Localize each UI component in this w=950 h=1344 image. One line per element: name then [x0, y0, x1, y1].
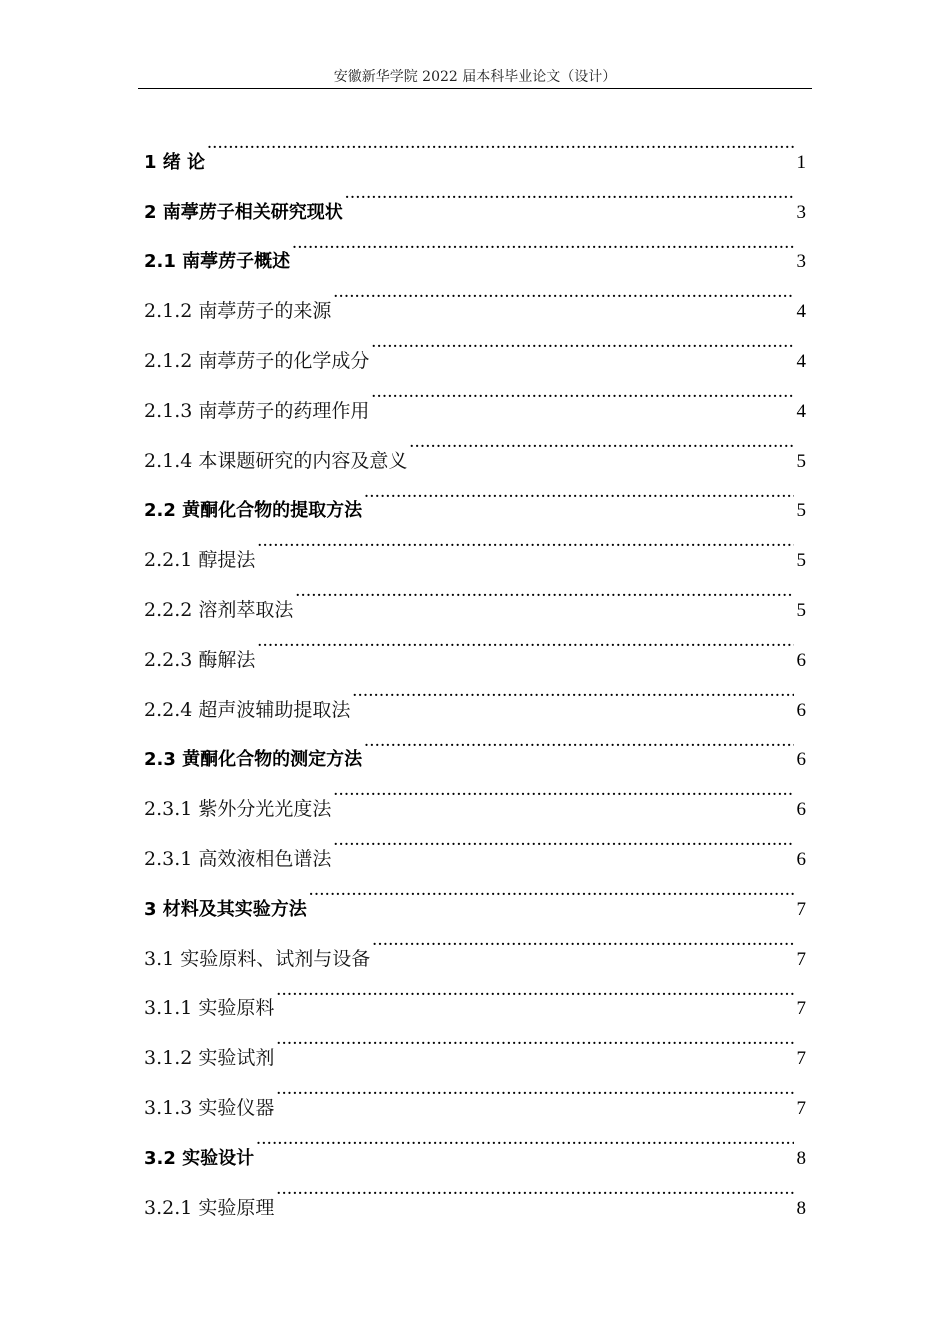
toc-dot-leader	[295, 566, 794, 616]
toc-dot-leader	[372, 915, 794, 965]
toc-entry-title: 2.3.1 紫外分光光度法	[144, 798, 332, 821]
toc-entry-title: 2.2.4 超声波辅助提取法	[144, 698, 351, 721]
toc-dot-leader	[207, 118, 794, 168]
toc-entry-page-number: 6	[796, 848, 806, 870]
toc-entry-title: 2.3.1 高效液相色谱法	[144, 847, 332, 870]
toc-dot-leader	[256, 1114, 794, 1164]
toc-entry-page-number: 7	[796, 1097, 806, 1119]
toc-entry-title: 3.1.2 实验试剂	[144, 1047, 275, 1070]
toc-entry-title: 2.1 南葶苈子概述	[144, 251, 291, 273]
toc-dot-leader	[276, 1164, 794, 1214]
toc-dot-leader	[276, 965, 794, 1015]
toc-entry-page-number: 3	[796, 201, 806, 223]
toc-entry-page-number: 8	[796, 1197, 806, 1219]
toc-entry-title: 3.1.3 实验仪器	[144, 1096, 275, 1119]
toc-entry-page-number: 7	[796, 898, 806, 920]
toc-entry-page-number: 6	[796, 649, 806, 671]
toc-entry-page-number: 7	[796, 948, 806, 970]
toc-entry-title: 2.3 黄酮化合物的测定方法	[144, 749, 363, 771]
running-header: 安徽新华学院 2022 届本科毕业论文（设计）	[333, 69, 617, 85]
toc-entry[interactable]	[144, 168, 806, 223]
toc-dot-leader	[364, 716, 794, 766]
toc-entry-title: 2.2.1 醇提法	[144, 549, 256, 572]
toc-dot-leader	[371, 367, 794, 417]
toc-entry-title: 2.2.2 溶剂萃取法	[144, 598, 294, 621]
toc-dot-leader	[257, 616, 794, 666]
toc-entry-page-number: 6	[796, 799, 806, 821]
toc-entry-page-number: 4	[796, 400, 806, 422]
toc-entry[interactable]	[144, 118, 806, 173]
toc-entry-page-number: 4	[796, 301, 806, 323]
toc-entry-title: 2.2.3 酶解法	[144, 648, 256, 671]
toc-entry-title: 2.1.2 南葶苈子的化学成分	[144, 349, 370, 372]
toc-dot-leader	[309, 865, 794, 915]
toc-entry-title: 2.1.3 南葶苈子的药理作用	[144, 399, 370, 422]
toc-entry-page-number: 6	[796, 699, 806, 721]
toc-dot-leader	[333, 765, 794, 815]
toc-dot-leader	[364, 467, 794, 517]
toc-entry-title: 1 绪 论	[144, 151, 206, 173]
toc-entry-title: 2.2 黄酮化合物的提取方法	[144, 500, 363, 522]
toc-entry-title: 3.2 实验设计	[144, 1147, 255, 1169]
toc-entry-title: 2.1.4 本课题研究的内容及意义	[144, 449, 408, 472]
toc-entry-page-number: 7	[796, 998, 806, 1020]
header-rule	[138, 88, 812, 89]
toc-dot-leader	[257, 516, 794, 566]
toc-entry-page-number: 5	[796, 599, 806, 621]
toc-entry-title: 3.1.1 实验原料	[144, 997, 275, 1020]
toc-dot-leader	[333, 815, 794, 865]
toc-entry-page-number: 3	[796, 251, 806, 273]
toc-entry-title: 2.1.2 南葶苈子的来源	[144, 300, 332, 323]
toc-entry-page-number: 5	[796, 550, 806, 572]
toc-dot-leader	[345, 168, 794, 218]
toc-entry-page-number: 4	[796, 350, 806, 372]
toc-dot-leader	[292, 218, 794, 268]
toc-dot-leader	[276, 1064, 794, 1114]
toc-entry-title: 2 南葶苈子相关研究现状	[144, 201, 343, 223]
toc-entry-page-number: 1	[796, 151, 806, 173]
toc-entry-page-number: 8	[796, 1147, 806, 1169]
toc-entry-page-number: 6	[796, 749, 806, 771]
toc-entry-title: 3.2.1 实验原理	[144, 1196, 275, 1219]
toc-dot-leader	[276, 1014, 794, 1064]
toc-dot-leader	[352, 666, 794, 716]
toc-dot-leader	[333, 267, 794, 317]
toc-dot-leader	[409, 417, 794, 467]
toc-entry-page-number: 5	[796, 450, 806, 472]
toc-entry-page-number: 5	[796, 500, 806, 522]
toc-entry-title: 3.1 实验原料、试剂与设备	[144, 947, 371, 970]
table-of-contents	[144, 118, 806, 1219]
toc-entry-page-number: 7	[796, 1048, 806, 1070]
toc-dot-leader	[371, 317, 794, 367]
toc-entry-title: 3 材料及其实验方法	[144, 898, 307, 920]
